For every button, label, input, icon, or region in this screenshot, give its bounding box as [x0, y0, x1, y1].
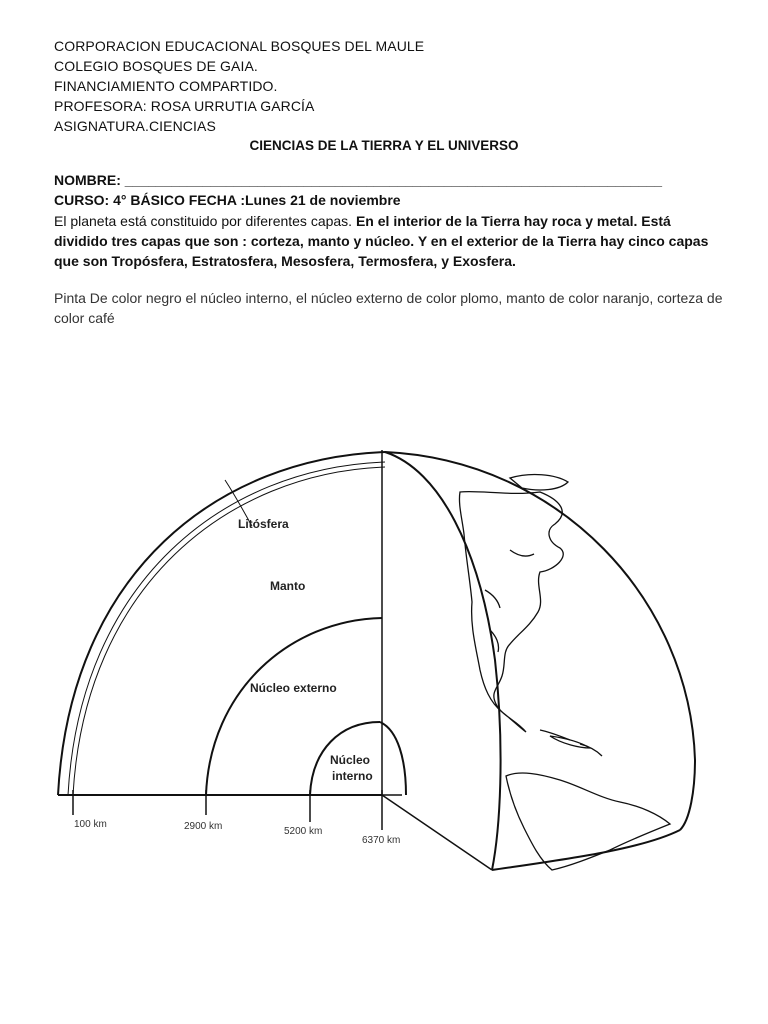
lithosphere-inner-edge-2: [73, 467, 385, 795]
coloring-instructions: Pinta De color negro el núcleo interno, el núcleo externo de color plomo, manto de color naranjo, corteza de color café: [54, 290, 723, 326]
earth-layers-diagram: [40, 430, 720, 890]
scale-label-5200: 5200 km: [284, 826, 323, 837]
cuba-outline: [550, 736, 590, 748]
globe-outer-edge: [385, 452, 695, 830]
intro-paragraph: [54, 211, 714, 271]
teacher-line: PROFESORA: ROSA URRUTIA GARCÍA: [54, 98, 315, 114]
nucleo-interno-label-1: Núcleo: [330, 753, 371, 767]
intro-normal-text: El planeta está constituido por diferentes capas.: [54, 213, 356, 229]
litosfera-label: Litósfera: [238, 517, 289, 531]
institution-name: CORPORACION EDUCACIONAL BOSQUES DEL MAULE: [54, 38, 425, 54]
caribbean-islands: [540, 730, 602, 756]
manto-label: Manto: [270, 579, 306, 593]
course-date-line: CURSO: 4° BÁSICO FECHA :Lunes 21 de noviembre: [54, 192, 401, 208]
continents-outline: [459, 475, 670, 870]
coast-detail-2: [485, 590, 500, 608]
intro-bold-text: En el interior de la Tierra hay roca y metal. Está dividido tres capas que son : corteza, manto y núcleo. Y en el exterior de la Tierra hay cinco capas que son Tropósfera, Estratosfera, Mesosfera, Termosfera, y Exosfera.: [54, 213, 709, 269]
coast-detail-1: [510, 550, 534, 556]
globe-bottom-edge: [492, 830, 680, 870]
lithosphere-inner-edge: [68, 462, 385, 795]
crust-outer-edge: [58, 452, 385, 795]
subject-line: ASIGNATURA.CIENCIAS: [54, 118, 216, 134]
nucleo-interno-label-2: interno: [332, 769, 373, 783]
worksheet-title: CIENCIAS DE LA TIERRA Y EL UNIVERSO: [249, 138, 519, 153]
scale-label-6370: 6370 km: [362, 835, 401, 846]
document-header: [54, 36, 734, 136]
inner-core-right: [380, 722, 406, 795]
scale-label-100: 100 km: [74, 819, 107, 830]
financing-line: FINANCIAMIENTO COMPARTIDO.: [54, 78, 278, 94]
school-name: COLEGIO BOSQUES DE GAIA.: [54, 58, 258, 74]
north-america-outline: [459, 492, 563, 732]
globe-slice-left-edge: [385, 452, 501, 870]
nucleo-externo-label: Núcleo externo: [250, 681, 337, 695]
globe-slice-inner-edge: [382, 795, 492, 870]
name-field: NOMBRE: _____________________________________________________________________: [54, 172, 663, 188]
scale-label-2900: 2900 km: [184, 821, 223, 832]
